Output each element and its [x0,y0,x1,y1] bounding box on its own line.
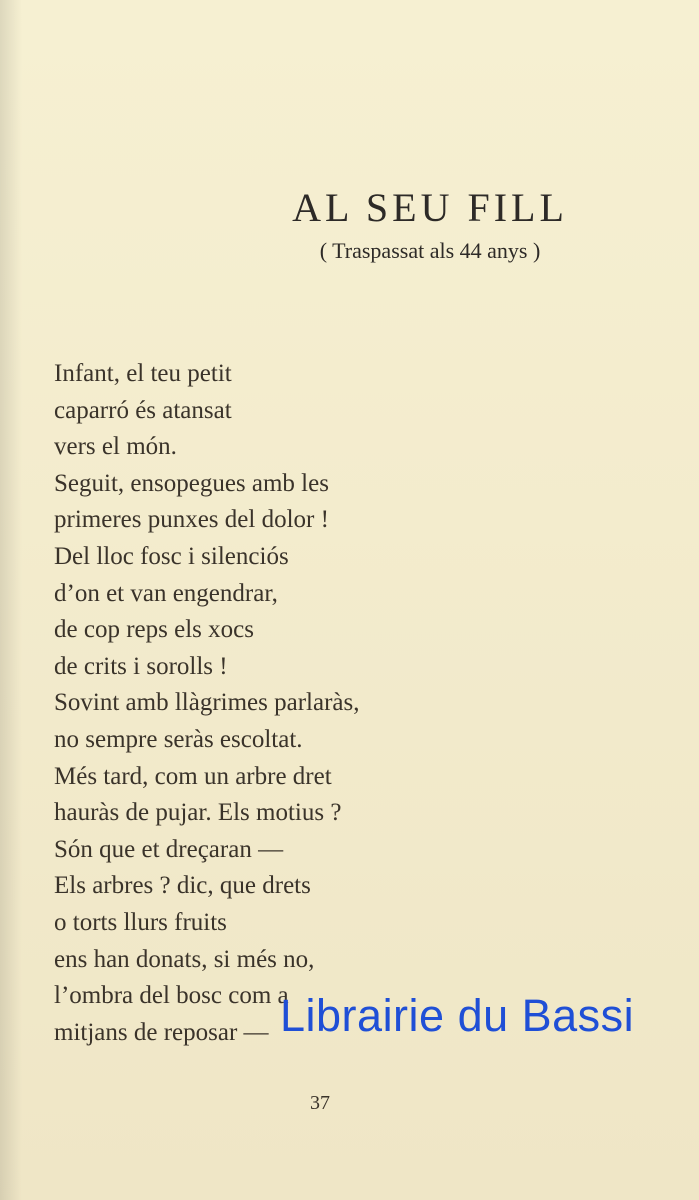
poem-line: mitjans de reposar — [54,1018,269,1046]
poem-line: Seguit, ensopegues amb les [54,469,329,497]
page-number: 37 [310,1092,330,1114]
poem-line: primeres punxes del dolor ! [54,506,329,534]
poem-line: d’on et van engendrar, [54,579,278,607]
poem-line: Sovint amb llàgrimes parlaràs, [54,689,360,717]
poem-line: hauràs de pujar. Els motius ? [54,799,342,827]
poem-line: Infant, el teu petit [54,360,232,387]
poem-subtitle: ( Traspassat als 44 anys ) [319,238,541,263]
poem-line: ens han donats, si més no, [54,945,315,973]
poem-line: vers el món. [54,433,177,461]
poem-line: de cop reps els xocs [54,616,254,644]
poem-body [54,356,359,1051]
poem-line: l’ombra del bosc com a [54,982,289,1010]
poem-line: de crits i sorolls ! [54,652,228,680]
poem-line: Del lloc fosc i silenciós [54,542,289,570]
poem-title: AL SEU FILL [292,185,568,230]
poem-line: no sempre seràs escoltat. [54,725,303,753]
poem-line: o torts llurs fruits [54,908,227,936]
poem-line: Són que et dreçaran — [54,835,284,863]
poem-line: caparró és atansat [54,396,232,424]
watermark-text: Librairie du Bassi [280,990,635,1041]
poem-line: Els arbres ? dic, que drets [54,872,311,900]
poem-line: Més tard, com un arbre dret [54,762,332,790]
